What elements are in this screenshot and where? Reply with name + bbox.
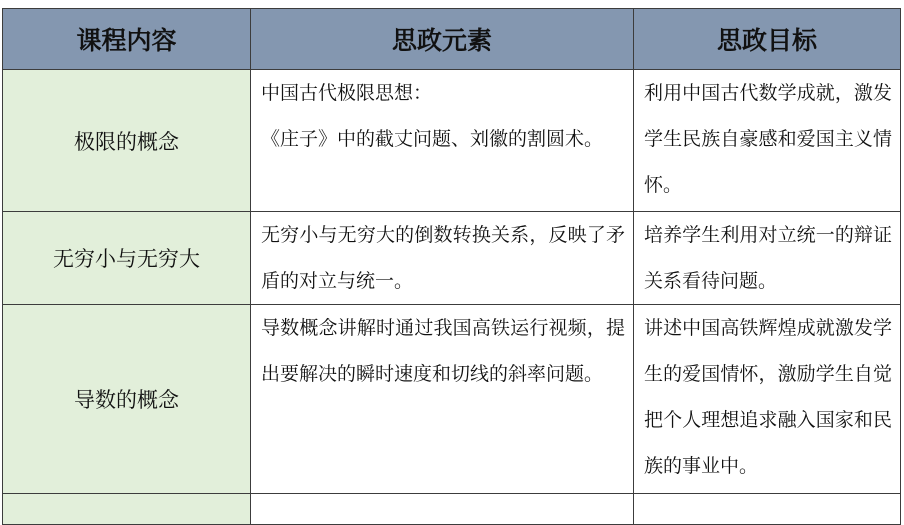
table-row-partial [3, 494, 901, 525]
ideological-element [251, 212, 634, 305]
header-ideological-elements: 思政元素 [251, 9, 634, 70]
element-line: 导数概念讲解时通过我国高铁运行视频，提出要解决的瞬时速度和切线的斜率问题。 [261, 317, 625, 385]
ideological-content-table [2, 8, 901, 525]
table-row [3, 70, 901, 212]
element-line: 无穷小与无穷大的倒数转换关系，反映了矛盾的对立与统一。 [261, 224, 625, 292]
header-ideological-goals: 思政目标 [634, 9, 901, 70]
ideological-goal [634, 494, 901, 525]
ideological-element [251, 494, 634, 525]
course-topic: 无穷小与无穷大 [3, 212, 251, 305]
element-line: 《庄子》中的截丈问题、刘徽的割圆术。 [261, 128, 604, 150]
course-topic: 导数的概念 [3, 305, 251, 494]
ideological-goal: 讲述中国高铁辉煌成就激发学生的爱国情怀，激励学生自觉把个人理想追求融入国家和民族的事业中。 [634, 305, 901, 494]
ideological-goal: 利用中国古代数学成就，激发学生民族自豪感和爱国主义情怀。 [634, 70, 901, 212]
course-topic: 极限的概念 [3, 70, 251, 212]
course-topic [3, 494, 251, 525]
ideological-element [251, 70, 634, 212]
table-row [3, 305, 901, 494]
table-row [3, 212, 901, 305]
ideological-element [251, 305, 634, 494]
ideological-goal: 培养学生利用对立统一的辩证关系看待问题。 [634, 212, 901, 305]
header-row [3, 9, 901, 70]
header-course-content: 课程内容 [3, 9, 251, 70]
element-line: 中国古代极限思想： [261, 82, 433, 104]
